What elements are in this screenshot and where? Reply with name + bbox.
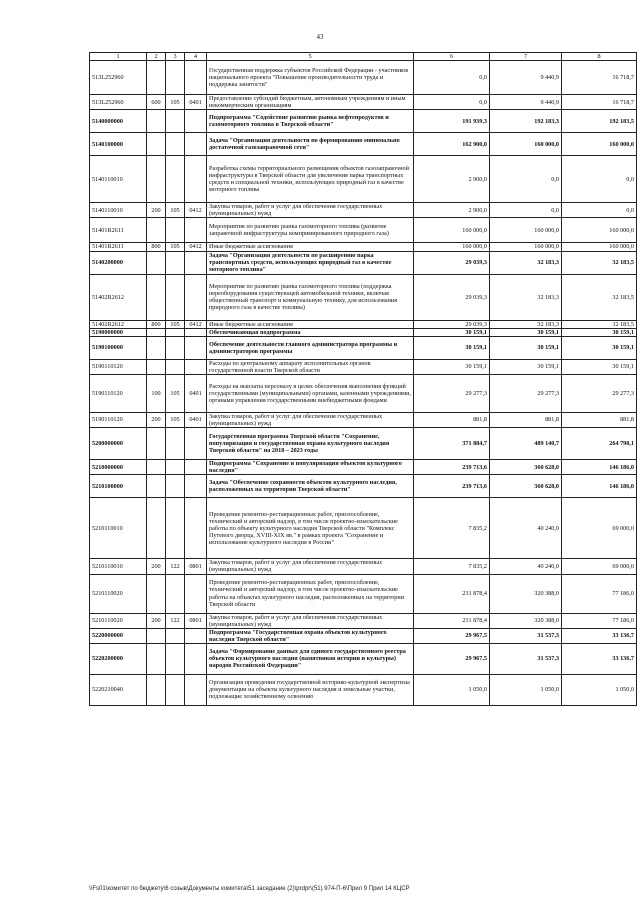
cell-value-2019: 30 159,1 [414, 336, 490, 359]
cell-description: Закупка товаров, работ и услуг для обеспечения государственных (муниципальных) нужд [207, 559, 414, 574]
cell-code: 5190110120 [90, 359, 147, 374]
cell-value-2020: 30 159,1 [490, 328, 562, 336]
cell-value-2019: 371 884,7 [414, 428, 490, 460]
cell-department [166, 218, 185, 243]
cell-section [185, 218, 207, 243]
cell-code: 51402R2612 [90, 274, 147, 320]
cell-value-2020: 160 000,0 [490, 218, 562, 243]
table-row [90, 412, 637, 427]
cell-expense-type [147, 628, 166, 643]
cell-department [166, 460, 185, 475]
cell-section [185, 336, 207, 359]
cell-expense-type: 200 [147, 613, 166, 628]
cell-value-2019: 191 939,3 [414, 110, 490, 133]
cell-value-2021: 1 050,0 [562, 674, 637, 705]
cell-code: 5210110020 [90, 613, 147, 628]
cell-expense-type [147, 336, 166, 359]
cell-value-2021: 192 183,5 [562, 110, 637, 133]
cell-expense-type [147, 133, 166, 156]
cell-description: Задача "Организация деятельности по формированию минимально достаточной газозаправочной сети" [207, 133, 414, 156]
cell-value-2019: 30 159,1 [414, 359, 490, 374]
cell-code: 5140000000 [90, 110, 147, 133]
table-row [90, 498, 637, 559]
cell-value-2019: 7 835,2 [414, 559, 490, 574]
table-row [90, 336, 637, 359]
cell-code: 51401R2611 [90, 218, 147, 243]
cell-value-2021: 146 186,0 [562, 475, 637, 498]
cell-section [185, 251, 207, 274]
cell-description: Закупка товаров, работ и услуг для обеспечения государственных (муниципальных) нужд [207, 613, 414, 628]
cell-section [185, 110, 207, 133]
cell-department [166, 643, 185, 674]
table-row [90, 613, 637, 628]
cell-department [166, 328, 185, 336]
table-row [90, 359, 637, 374]
cell-value-2020: 40 240,0 [490, 498, 562, 559]
budget-table [89, 52, 637, 706]
cell-expense-type: 200 [147, 203, 166, 218]
table-row [90, 574, 637, 613]
cell-value-2021: 32 183,5 [562, 274, 637, 320]
cell-department: 105 [166, 412, 185, 427]
table-row [90, 274, 637, 320]
cell-value-2020: 160 000,0 [490, 133, 562, 156]
cell-value-2021: 33 136,7 [562, 628, 637, 643]
cell-value-2021: 264 798,1 [562, 428, 637, 460]
cell-code: 5210000000 [90, 460, 147, 475]
table-row [90, 61, 637, 95]
header-cell: 5 [207, 53, 414, 61]
cell-value-2019: 29 039,3 [414, 320, 490, 328]
cell-value-2019: 29 039,3 [414, 274, 490, 320]
cell-department: 105 [166, 320, 185, 328]
cell-code: 5200000000 [90, 428, 147, 460]
cell-description: Обеспечивающая подпрограмма [207, 328, 414, 336]
cell-value-2021: 77 186,0 [562, 613, 637, 628]
cell-expense-type [147, 674, 166, 705]
cell-expense-type [147, 156, 166, 203]
cell-expense-type [147, 460, 166, 475]
table-row [90, 133, 637, 156]
cell-expense-type: 200 [147, 559, 166, 574]
cell-value-2021: 160 000,0 [562, 133, 637, 156]
cell-value-2020: 9 440,9 [490, 61, 562, 95]
cell-department [166, 61, 185, 95]
cell-description: Предоставление субсидий бюджетным, автономным учреждениям и иным некоммерческим организациям [207, 95, 414, 110]
cell-value-2021: 160 000,0 [562, 243, 637, 251]
cell-value-2021: 30 159,1 [562, 328, 637, 336]
table-row [90, 628, 637, 643]
cell-department [166, 475, 185, 498]
cell-value-2021: 29 277,3 [562, 374, 637, 412]
table-row [90, 559, 637, 574]
cell-department [166, 336, 185, 359]
cell-value-2019: 1 050,0 [414, 674, 490, 705]
table-row [90, 156, 637, 203]
cell-value-2019: 7 835,2 [414, 498, 490, 559]
cell-code: 5210110020 [90, 574, 147, 613]
cell-code: 5220200000 [90, 643, 147, 674]
cell-expense-type: 800 [147, 320, 166, 328]
cell-value-2020: 30 159,1 [490, 336, 562, 359]
cell-section: 0801 [185, 559, 207, 574]
cell-department [166, 156, 185, 203]
cell-expense-type [147, 251, 166, 274]
cell-section: 0401 [185, 374, 207, 412]
cell-code: 5190110120 [90, 412, 147, 427]
cell-description: Проведение ремонтно-реставрационных работ, приспособление, технический и авторский надзор, в том числе проектно-изыскательские работы на объектах культурного наследия, расположенных на территории Тверской области [207, 574, 414, 613]
cell-department [166, 628, 185, 643]
table-row [90, 460, 637, 475]
cell-value-2019: 29 277,3 [414, 374, 490, 412]
cell-value-2019: 162 900,0 [414, 133, 490, 156]
cell-expense-type [147, 428, 166, 460]
cell-value-2020: 360 628,0 [490, 460, 562, 475]
header-cell: 3 [166, 53, 185, 61]
cell-department [166, 574, 185, 613]
cell-department: 105 [166, 95, 185, 110]
cell-description: Проведение ремонтно-реставрационных работ, приспособление, технический и авторский надзор, в том числе проектно-изыскательские работы по объекту культурного наследия Тверской области "Комплекс Путевого дворца, XVIII-XIX вв." в рамках проекта "Сохранение и использование культурного наследия в России" [207, 498, 414, 559]
cell-expense-type: 200 [147, 412, 166, 427]
cell-value-2019: 881,8 [414, 412, 490, 427]
table-header-row [90, 53, 637, 61]
cell-value-2019: 29 039,3 [414, 251, 490, 274]
cell-section [185, 574, 207, 613]
cell-department: 122 [166, 559, 185, 574]
header-cell: 2 [147, 53, 166, 61]
table-row [90, 328, 637, 336]
cell-expense-type [147, 498, 166, 559]
cell-code: 5210110010 [90, 559, 147, 574]
cell-expense-type [147, 328, 166, 336]
cell-description: Государственная программа Тверской области "Сохранение, популяризация и государственная охрана культурного наследия Тверской области" на 2018 – 2023 годы [207, 428, 414, 460]
cell-description: Мероприятия по развитию рынка газомоторного топлива (развитие заправочной инфраструктуры компримированного природного газа) [207, 218, 414, 243]
cell-code: 513L252960 [90, 95, 147, 110]
cell-value-2020: 489 140,7 [490, 428, 562, 460]
cell-value-2021: 33 136,7 [562, 643, 637, 674]
cell-code: 51402R2612 [90, 320, 147, 328]
footer-file-path: \\Fs01\комитет по бюджету\6 созыв\Документы комитета\51 заседание (2)\prdpr\(51) 974-П-6\Прил 9 Прил 14 КЦСР [89, 886, 410, 892]
cell-description: Иные бюджетные ассигнования [207, 320, 414, 328]
cell-value-2020: 0,0 [490, 203, 562, 218]
cell-department [166, 498, 185, 559]
cell-description: Расходы на выплаты персоналу в целях обеспечения выполнения функций государственными (муниципальными) органами, казенными учреждениями, органами управления государственными внебюджетными фондами [207, 374, 414, 412]
cell-description: Задача "Организация деятельности по расширению парка транспортных средств, использующих природный газ в качестве моторного топлива" [207, 251, 414, 274]
cell-code: 5140200000 [90, 251, 147, 274]
cell-value-2021: 0,0 [562, 203, 637, 218]
header-cell: 1 [90, 53, 147, 61]
header-cell: 4 [185, 53, 207, 61]
cell-code: 5140110010 [90, 203, 147, 218]
cell-value-2021: 16 718,7 [562, 95, 637, 110]
cell-value-2020: 32 183,3 [490, 251, 562, 274]
cell-department [166, 674, 185, 705]
cell-value-2020: 192 183,3 [490, 110, 562, 133]
cell-value-2020: 40 240,0 [490, 559, 562, 574]
table-row [90, 95, 637, 110]
cell-value-2019: 2 900,0 [414, 156, 490, 203]
cell-expense-type [147, 643, 166, 674]
table-row [90, 218, 637, 243]
cell-section: 0401 [185, 95, 207, 110]
cell-value-2019: 30 159,1 [414, 328, 490, 336]
cell-value-2020: 32 183,3 [490, 320, 562, 328]
cell-department [166, 274, 185, 320]
header-cell: 7 [490, 53, 562, 61]
cell-description: Задача "Обеспечение сохранности объектов культурного наследия, расположенных на территории Тверской области" [207, 475, 414, 498]
cell-value-2021: 16 718,7 [562, 61, 637, 95]
table-row [90, 428, 637, 460]
cell-section: 0412 [185, 320, 207, 328]
cell-section [185, 328, 207, 336]
cell-department: 105 [166, 203, 185, 218]
cell-value-2020: 9 440,9 [490, 95, 562, 110]
cell-description: Расходы по центральному аппарату исполнительных органов государственной власти Тверской области [207, 359, 414, 374]
cell-department [166, 133, 185, 156]
cell-value-2020: 31 537,3 [490, 628, 562, 643]
cell-code: 513L252960 [90, 61, 147, 95]
cell-value-2020: 320 388,0 [490, 574, 562, 613]
cell-description: Организация проведения государственной историко-культурной экспертизы документации на объекты культурного наследия и земельные участки, подлежащие хозяйственному освоению [207, 674, 414, 705]
header-cell: 6 [414, 53, 490, 61]
cell-value-2020: 360 628,0 [490, 475, 562, 498]
cell-code: 5190100000 [90, 336, 147, 359]
cell-section [185, 460, 207, 475]
cell-section [185, 643, 207, 674]
cell-description: Иные бюджетные ассигнования [207, 243, 414, 251]
cell-department: 105 [166, 374, 185, 412]
cell-value-2019: 239 713,6 [414, 475, 490, 498]
cell-code: 5140100000 [90, 133, 147, 156]
cell-section [185, 274, 207, 320]
cell-value-2019: 231 878,4 [414, 574, 490, 613]
cell-code: 51401R2611 [90, 243, 147, 251]
cell-department: 122 [166, 613, 185, 628]
cell-section [185, 475, 207, 498]
cell-value-2019: 239 713,6 [414, 460, 490, 475]
cell-section [185, 628, 207, 643]
cell-value-2019: 29 967,5 [414, 628, 490, 643]
cell-value-2021: 69 000,0 [562, 559, 637, 574]
cell-value-2021: 32 183,5 [562, 251, 637, 274]
cell-value-2020: 1 050,0 [490, 674, 562, 705]
cell-section: 0412 [185, 243, 207, 251]
cell-description: Подпрограмма "Государственная охрана объектов культурного наследия Тверской области" [207, 628, 414, 643]
cell-value-2019: 0,0 [414, 95, 490, 110]
cell-code: 5210110010 [90, 498, 147, 559]
cell-code: 5190000000 [90, 328, 147, 336]
cell-code: 5140110010 [90, 156, 147, 203]
cell-department [166, 110, 185, 133]
cell-expense-type [147, 475, 166, 498]
cell-value-2019: 29 967,5 [414, 643, 490, 674]
cell-expense-type [147, 218, 166, 243]
cell-value-2021: 160 000,0 [562, 218, 637, 243]
cell-description: Подпрограмма "Сохранение и популяризация объектов культурного наследия" [207, 460, 414, 475]
cell-code: 5210100000 [90, 475, 147, 498]
cell-expense-type [147, 61, 166, 95]
cell-value-2020: 31 537,3 [490, 643, 562, 674]
cell-value-2020: 0,0 [490, 156, 562, 203]
cell-value-2019: 160 000,0 [414, 243, 490, 251]
cell-expense-type [147, 574, 166, 613]
cell-section: 0401 [185, 412, 207, 427]
cell-value-2020: 30 159,1 [490, 359, 562, 374]
cell-description: Государственная поддержка субъектов Российской Федерации - участников национального проекта "Повышение производительности труда и поддержка занятости" [207, 61, 414, 95]
cell-expense-type [147, 274, 166, 320]
cell-value-2020: 320 388,0 [490, 613, 562, 628]
cell-value-2020: 29 277,3 [490, 374, 562, 412]
cell-value-2021: 30 159,1 [562, 359, 637, 374]
cell-department: 105 [166, 243, 185, 251]
cell-section [185, 359, 207, 374]
cell-description: Разработка схемы территориального размещения объектов газозаправочной инфраструктуры в Тверской области для увеличения парка транспортных средств и специальной техники, использующих природный газ в качестве моторного топлива [207, 156, 414, 203]
cell-value-2020: 160 000,0 [490, 243, 562, 251]
cell-expense-type: 100 [147, 374, 166, 412]
cell-expense-type: 600 [147, 95, 166, 110]
cell-section: 0801 [185, 613, 207, 628]
cell-description: Закупка товаров, работ и услуг для обеспечения государственных (муниципальных) нужд [207, 203, 414, 218]
cell-department [166, 251, 185, 274]
cell-section [185, 61, 207, 95]
cell-value-2021: 30 159,1 [562, 336, 637, 359]
cell-value-2019: 2 900,0 [414, 203, 490, 218]
cell-value-2020: 881,8 [490, 412, 562, 427]
cell-value-2019: 231 878,4 [414, 613, 490, 628]
cell-value-2019: 0,0 [414, 61, 490, 95]
cell-value-2021: 0,0 [562, 156, 637, 203]
cell-code: 5220210040 [90, 674, 147, 705]
table-row [90, 203, 637, 218]
table-row [90, 674, 637, 705]
cell-description: Закупка товаров, работ и услуг для обеспечения государственных (муниципальных) нужд [207, 412, 414, 427]
cell-description: Мероприятия по развитию рынка газомоторного топлива (поддержка переоборудования существующей автомобильной техники, включая общественный транспорт и коммунальную технику, для использования природного газа в качестве топлива) [207, 274, 414, 320]
cell-description: Подпрограмма "Содействие развитию рынка нефтепродуктов и газомоторного топлива в Тверской области" [207, 110, 414, 133]
cell-section: 0412 [185, 203, 207, 218]
cell-expense-type [147, 110, 166, 133]
page-number: 43 [316, 33, 324, 41]
cell-section [185, 674, 207, 705]
cell-department [166, 359, 185, 374]
cell-section [185, 156, 207, 203]
cell-code: 5220000000 [90, 628, 147, 643]
cell-value-2020: 32 183,3 [490, 274, 562, 320]
cell-value-2021: 69 000,0 [562, 498, 637, 559]
table-row [90, 251, 637, 274]
table-row [90, 643, 637, 674]
cell-expense-type [147, 359, 166, 374]
cell-department [166, 428, 185, 460]
table-row [90, 110, 637, 133]
cell-description: Задача "Формирование данных для единого государственного реестра объектов культурного наследия (памятников истории и культуры) народов Российской Федерации" [207, 643, 414, 674]
cell-expense-type: 800 [147, 243, 166, 251]
cell-section [185, 428, 207, 460]
header-cell: 8 [562, 53, 637, 61]
table-row [90, 374, 637, 412]
table-row [90, 243, 637, 251]
cell-value-2019: 160 000,0 [414, 218, 490, 243]
cell-value-2021: 146 186,0 [562, 460, 637, 475]
cell-code: 5190110120 [90, 374, 147, 412]
table-row [90, 475, 637, 498]
cell-section [185, 133, 207, 156]
cell-value-2021: 881,8 [562, 412, 637, 427]
cell-description: Обеспечение деятельности главного администратора программы и администраторов программы [207, 336, 414, 359]
table-row [90, 320, 637, 328]
cell-value-2021: 32 183,5 [562, 320, 637, 328]
cell-value-2021: 77 186,0 [562, 574, 637, 613]
cell-section [185, 498, 207, 559]
